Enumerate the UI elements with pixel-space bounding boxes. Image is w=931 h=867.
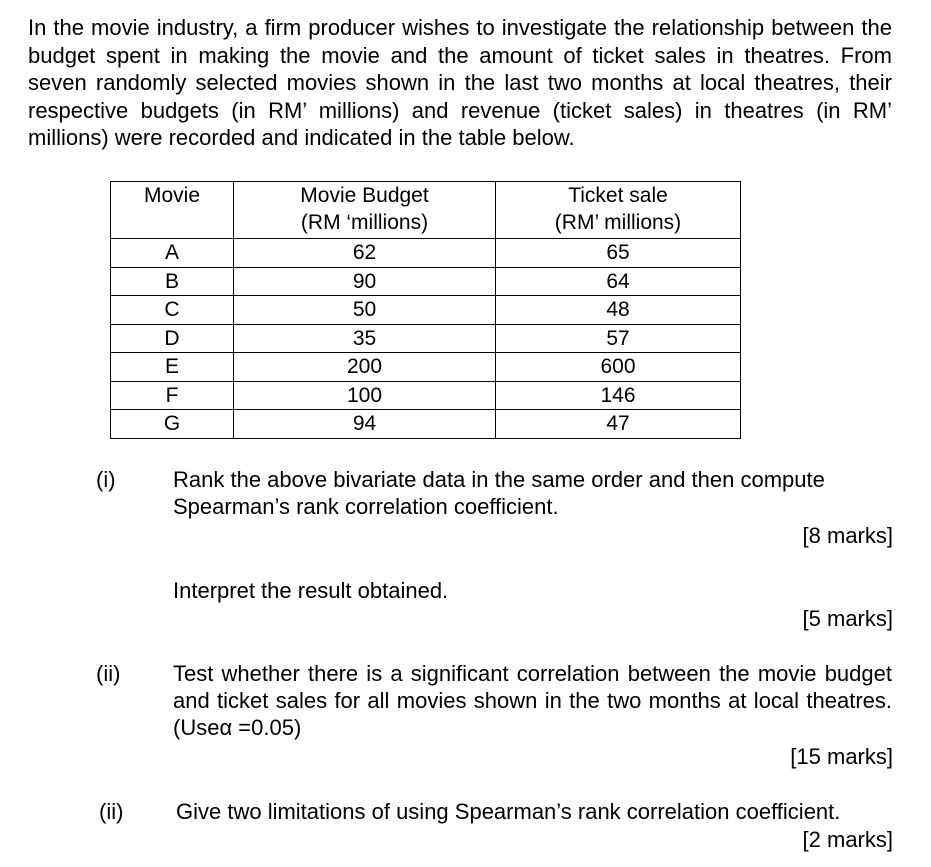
- table-row: [111, 353, 741, 382]
- header-movie: [111, 182, 234, 239]
- intro-paragraph: In the movie industry, a firm producer wishes to investigate the relationship between the budget spent in making the movie and the amount of ticket sales in theatres. From seven randomly selected movies shown in the last two months at local theatres, their respective budgets (in RM’ millions) and revenue (ticket sales) in theatres (in RM’ millions) were recorded and indicated in the table below.: [28, 15, 892, 150]
- cell-ticket-sale: 48: [496, 296, 741, 325]
- cell-ticket-sale: 146: [496, 381, 741, 410]
- cell-budget: 200: [234, 353, 496, 382]
- cell-budget: 90: [234, 267, 496, 296]
- cell-ticket-sale: 64: [496, 267, 741, 296]
- cell-movie: E: [111, 353, 234, 382]
- header-movie-line1: Movie: [143, 184, 201, 207]
- question-3-label: (ii): [99, 799, 124, 824]
- question-1-text: Rank the above bivariate data in the same order and then compute Spearman’s rank correlation coefficient.: [173, 467, 825, 519]
- header-ticket-sale: [496, 182, 741, 239]
- table-header-row: [111, 182, 741, 239]
- question-2-text: Test whether there is a significant correlation between the movie budget and ticket sales for all movies shown in the two months at local theatres. (Useα =0.05): [173, 661, 892, 740]
- header-budget-line1: Movie Budget: [300, 184, 429, 207]
- table-row: [111, 239, 741, 268]
- cell-movie: D: [111, 324, 234, 353]
- cell-budget: 62: [234, 239, 496, 268]
- cell-ticket-sale: 65: [496, 239, 741, 268]
- question-3-marks: [2 marks]: [802, 827, 893, 852]
- table-row: [111, 267, 741, 296]
- cell-budget: 100: [234, 381, 496, 410]
- cell-ticket-sale: 47: [496, 410, 741, 439]
- cell-budget: 50: [234, 296, 496, 325]
- question-3-text: Give two limitations of using Spearman’s rank correlation coefficient.: [176, 799, 841, 824]
- question-2-marks: [15 marks]: [790, 744, 893, 769]
- cell-movie: G: [111, 410, 234, 439]
- header-budget-line2: (RM ‘millions): [300, 211, 429, 234]
- cell-movie: F: [111, 381, 234, 410]
- header-ticket-line1: Ticket sale: [568, 184, 668, 207]
- question-2-label: (ii): [96, 661, 121, 686]
- question-1-sub-marks: [5 marks]: [802, 606, 893, 631]
- header-ticket-line2: (RM’ millions): [554, 211, 682, 234]
- question-1-label: (i): [96, 467, 116, 492]
- cell-movie: B: [111, 267, 234, 296]
- question-1-sub-text: Interpret the result obtained.: [173, 578, 449, 603]
- cell-movie: C: [111, 296, 234, 325]
- table-row: [111, 381, 741, 410]
- table-row: [111, 324, 741, 353]
- table-row: [111, 296, 741, 325]
- cell-budget: 35: [234, 324, 496, 353]
- cell-ticket-sale: 57: [496, 324, 741, 353]
- cell-budget: 94: [234, 410, 496, 439]
- table-row: [111, 410, 741, 439]
- question-1-marks: [8 marks]: [802, 523, 893, 548]
- cell-ticket-sale: 600: [496, 353, 741, 382]
- movie-data-table: [110, 181, 741, 439]
- header-budget: [234, 182, 496, 239]
- cell-movie: A: [111, 239, 234, 268]
